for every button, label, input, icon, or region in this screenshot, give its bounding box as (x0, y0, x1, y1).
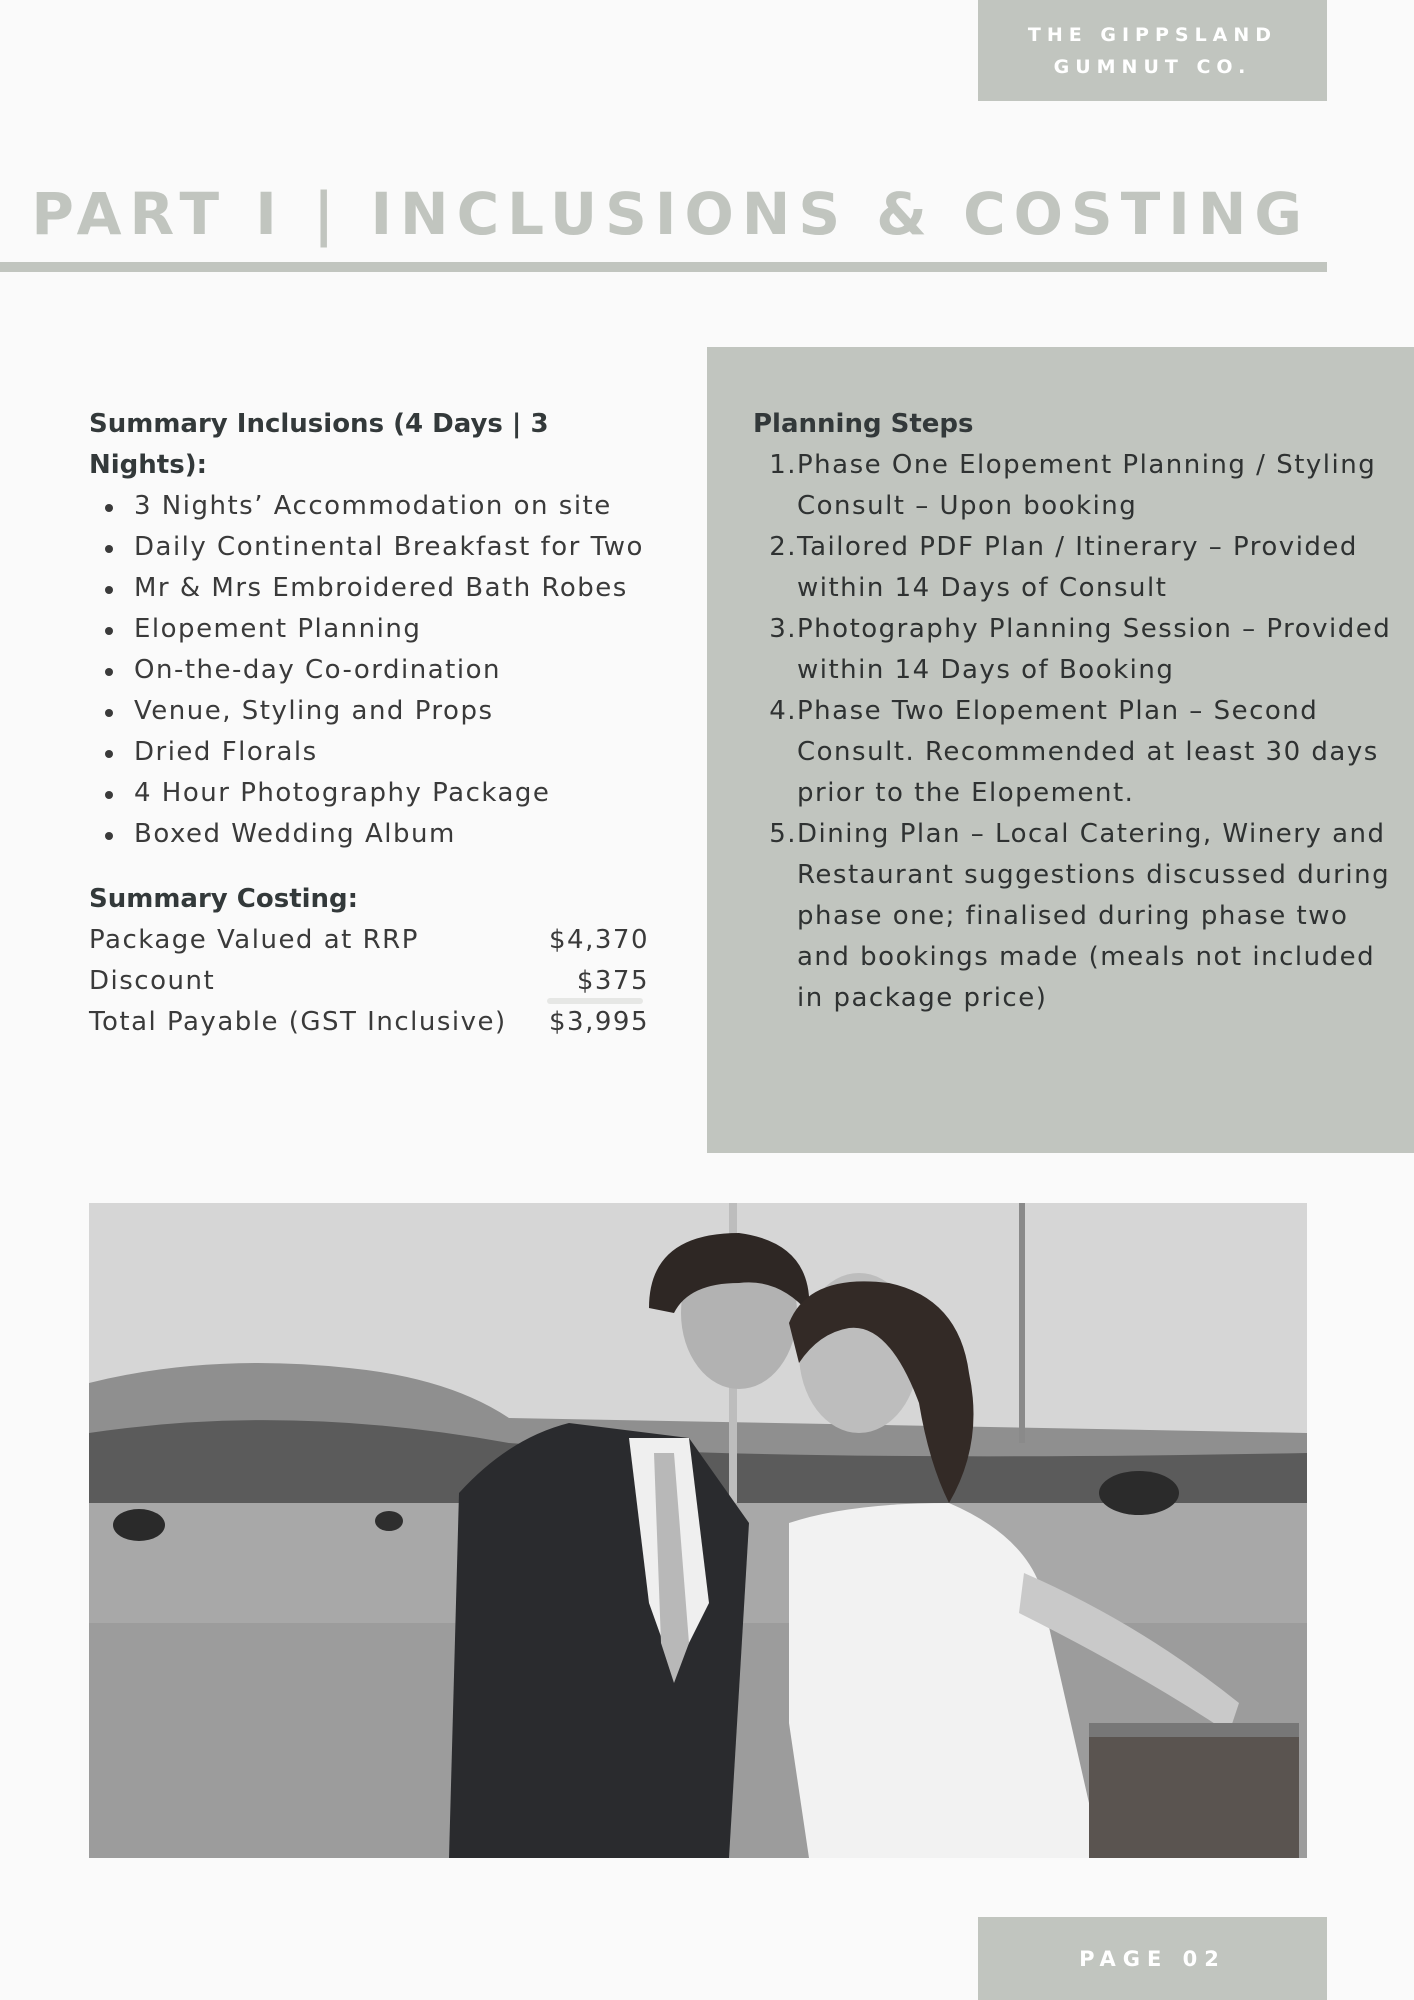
cost-label: Package Valued at RRP (89, 925, 419, 955)
photo-illustration (89, 1203, 1307, 1858)
title-rule (0, 262, 1327, 272)
list-item: On-the-day Co-ordination (89, 650, 669, 691)
cost-value: $375 (576, 966, 649, 996)
footer-page-label: PAGE 02 (978, 1917, 1327, 2000)
costing-heading: Summary Costing: (89, 884, 359, 914)
step-number: 3. (769, 614, 797, 644)
cost-row-total (89, 1002, 649, 1043)
step-text: Dining Plan – Local Catering, Winery and Restaurant suggestions discussed during phase one; finalised during phase two and bookings made (meals not included in package price) (797, 819, 1391, 1013)
list-item: Dried Florals (89, 732, 669, 773)
cost-row-rrp (89, 920, 649, 961)
list-item (753, 527, 1393, 609)
planning-steps-list (753, 445, 1393, 1019)
list-item: Venue, Styling and Props (89, 691, 669, 732)
list-item: Mr & Mrs Embroidered Bath Robes (89, 568, 669, 609)
step-text: Phase One Elopement Planning / Styling Consult – Upon booking (797, 450, 1377, 521)
planning-panel (707, 347, 1414, 1153)
cost-label: Discount (89, 966, 216, 996)
step-number: 2. (769, 532, 797, 562)
step-text: Tailored PDF Plan / Itinerary – Provided within 14 Days of Consult (797, 532, 1358, 603)
step-number: 5. (769, 819, 797, 849)
list-item: Daily Continental Breakfast for Two (89, 527, 669, 568)
cost-label: Total Payable (GST Inclusive) (89, 1007, 507, 1037)
list-item (753, 609, 1393, 691)
list-item (753, 445, 1393, 527)
planning-content (753, 404, 1393, 1019)
brand-line-1: THE GIPPSLAND (1027, 23, 1278, 46)
cost-row-discount (89, 961, 649, 1002)
list-item: Elopement Planning (89, 609, 669, 650)
step-number: 1. (769, 450, 797, 480)
list-item (753, 691, 1393, 814)
list-item: 4 Hour Photography Package (89, 773, 669, 814)
list-item: Boxed Wedding Album (89, 814, 669, 855)
brand-line-2: GUMNUT CO. (1053, 55, 1252, 78)
inclusions-heading: Summary Inclusions (4 Days | 3 Nights): (89, 409, 549, 480)
cost-value: $3,995 (549, 1007, 649, 1037)
step-number: 4. (769, 696, 797, 726)
step-text: Photography Planning Session – Provided within 14 Days of Booking (797, 614, 1392, 685)
planning-heading: Planning Steps (753, 409, 974, 439)
page-title: PART I | INCLUSIONS & COSTING (31, 180, 1310, 248)
couple-photo (89, 1203, 1307, 1858)
list-item: 3 Nights’ Accommodation on site (89, 486, 669, 527)
left-column (89, 404, 669, 1043)
inclusions-list (89, 486, 669, 855)
step-text: Phase Two Elopement Plan – Second Consult. Recommended at least 30 days prior to the Elopement. (797, 696, 1379, 808)
brand-box (978, 0, 1327, 101)
cost-value: $4,370 (549, 925, 649, 955)
cost-divider (547, 998, 643, 1004)
list-item (753, 814, 1393, 1019)
